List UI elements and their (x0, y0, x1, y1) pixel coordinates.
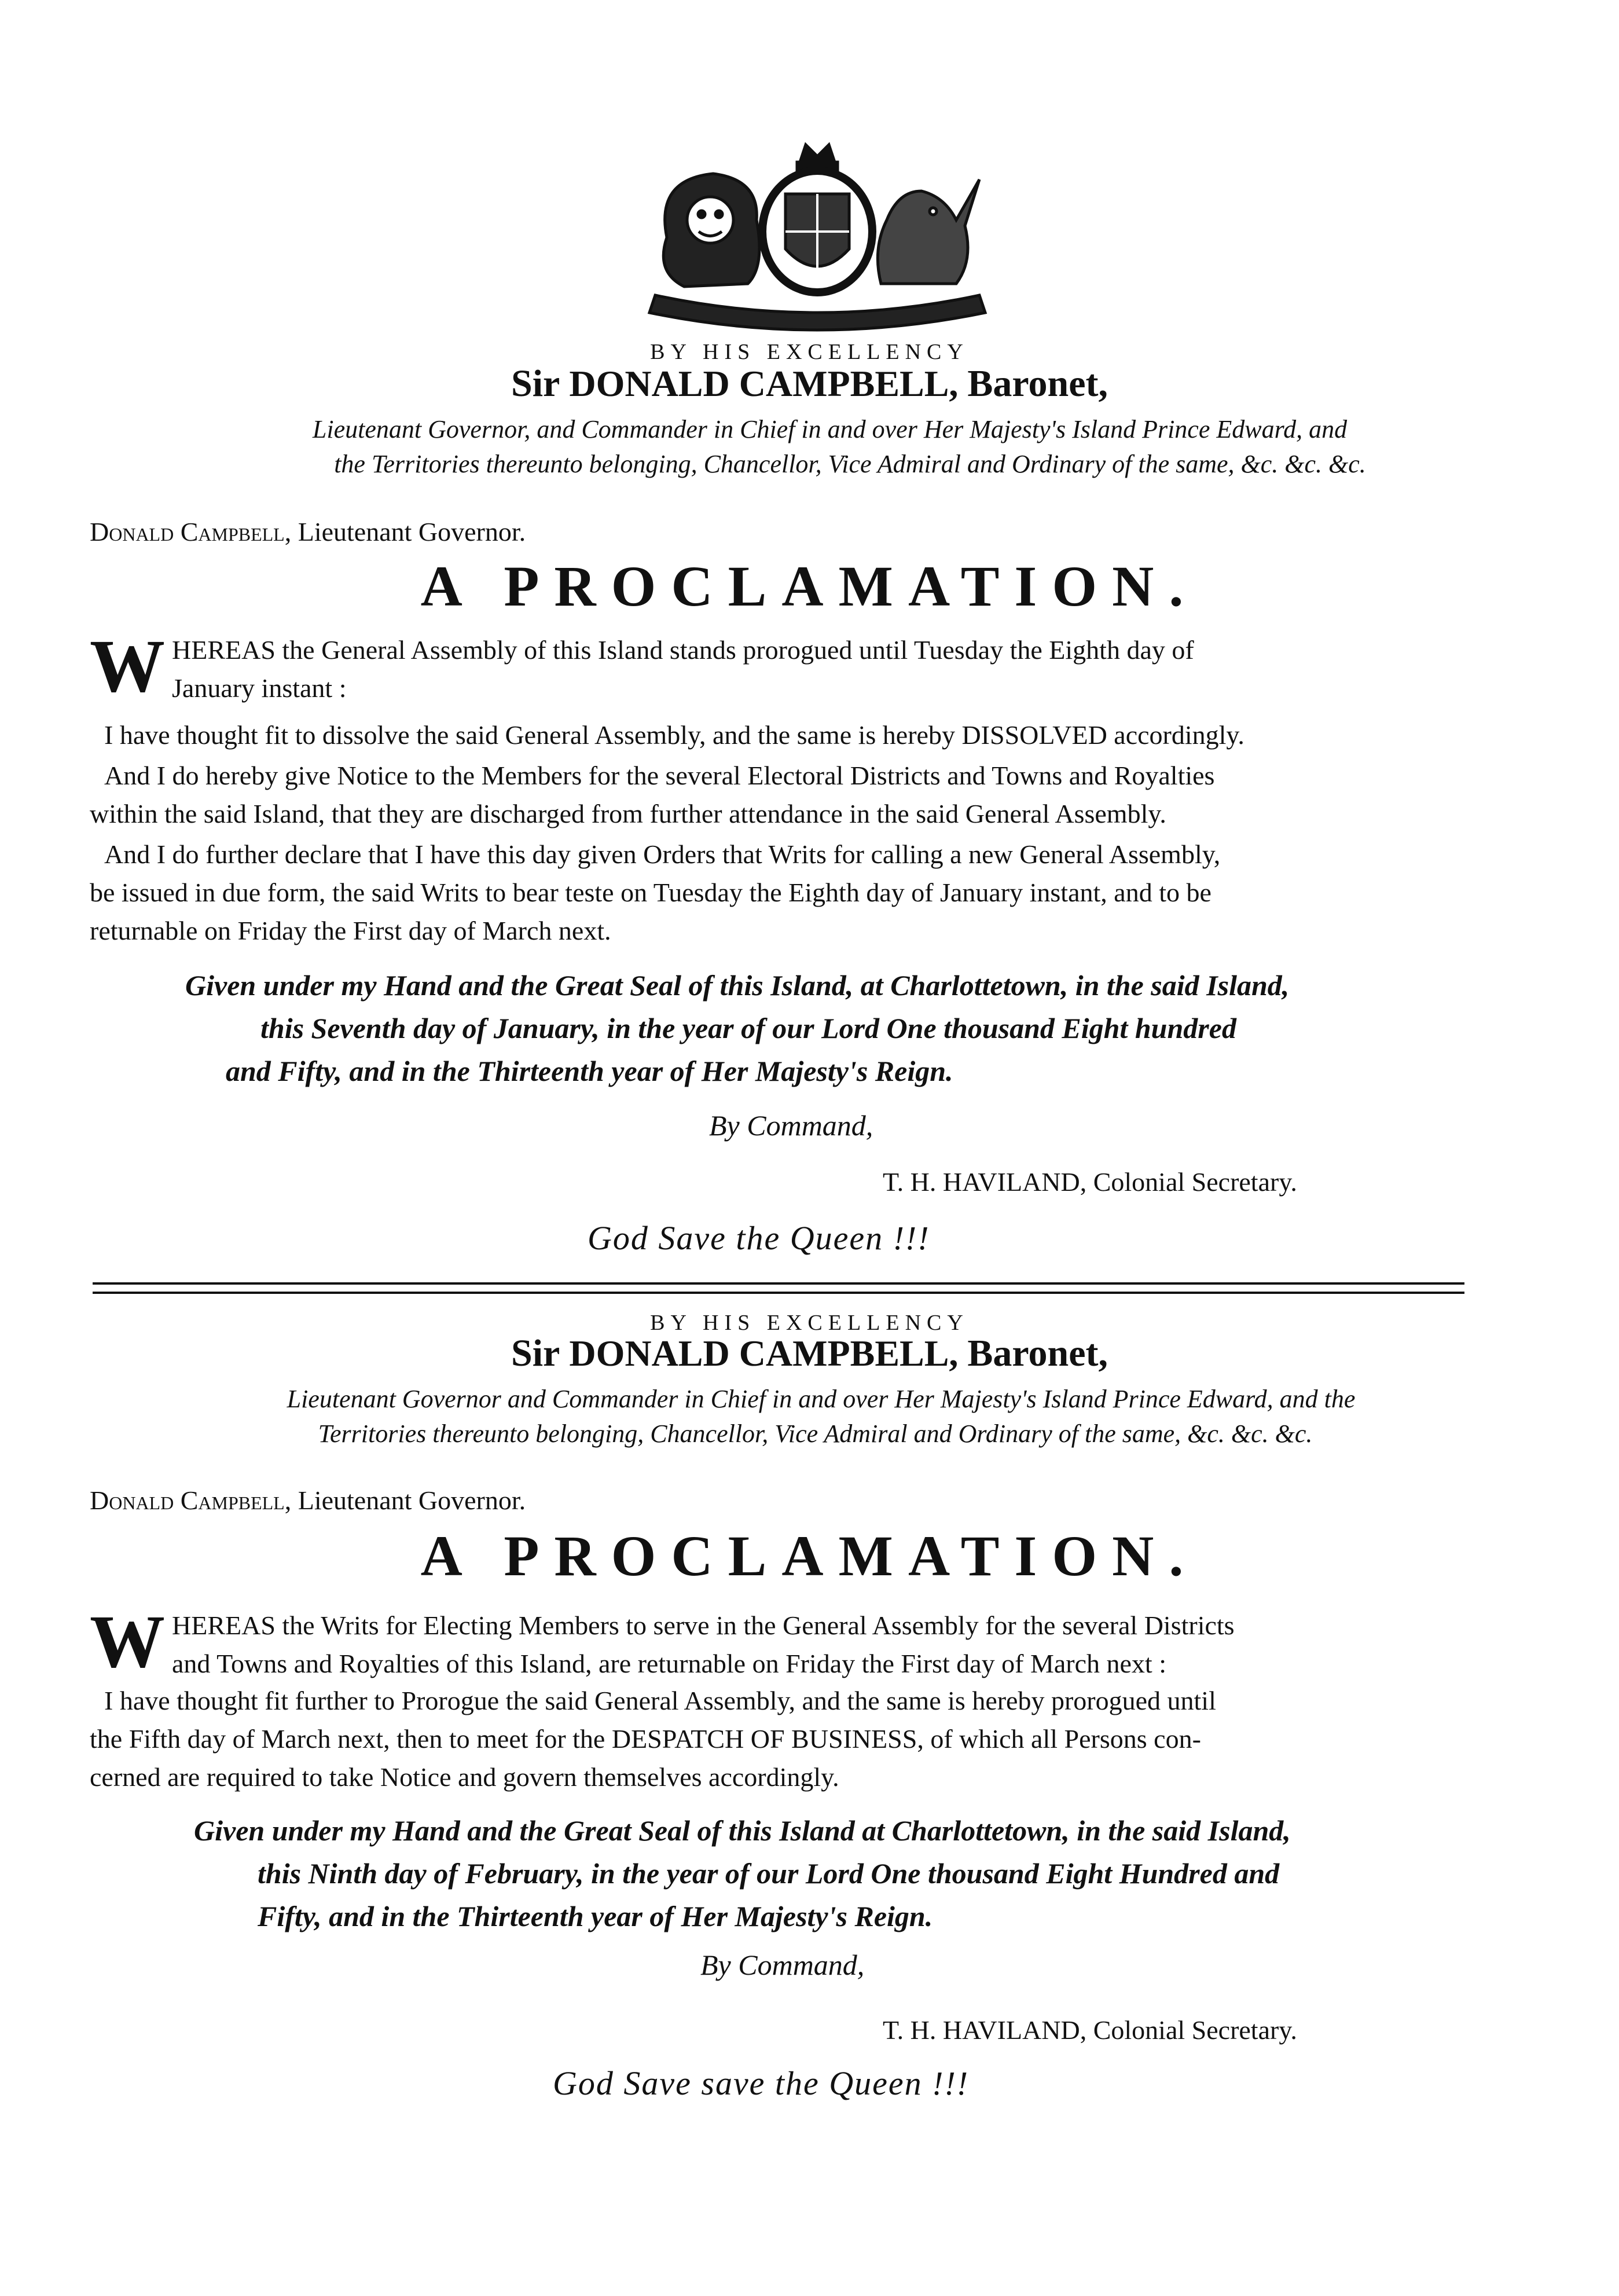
para-line: cerned are required to take Notice and govern themselves accordingly. (90, 1762, 839, 1792)
by-his-excellency-2: BY HIS EXCELLENCY (650, 1311, 969, 1335)
para-line: And I do further declare that I have this day given Orders that Writs for calling a new General Assembly, (104, 839, 1221, 869)
para-line: I have thought fit further to Prorogue the said General Assembly, and the same is hereby prorogued until (104, 1686, 1216, 1715)
titles-1 (0, 412, 1619, 482)
titles-line-2: Territories thereunto belonging, Chancellor, Vice Admiral and Ordinary of the same, &c. &c. &c. (318, 1420, 1313, 1448)
para-line: And I do hereby give Notice to the Members for the several Electoral Districts and Towns and Royalties (104, 761, 1215, 790)
name-suffix: Baronet, (967, 1332, 1108, 1374)
given-under-hand-1 (185, 964, 1517, 1092)
given-line: this Seventh day of January, in the year of our Lord One thousand Eight hundred (260, 1012, 1236, 1044)
by-command-2: By Command, (700, 1949, 865, 1981)
given-line: Fifty, and in the Thirteenth year of Her Majesty's Reign. (258, 1900, 933, 1932)
god-save-the-queen-2: God Save save the Queen !!! (553, 2064, 970, 2102)
name-prefix: Sir (511, 1332, 560, 1374)
secretary-2: T. H. HAVILAND, Colonial Secretary. (883, 2015, 1297, 2045)
paragraph-writs (90, 835, 1508, 950)
given-line: and Fifty, and in the Thirteenth year of Her Majesty's Reign. (226, 1055, 953, 1087)
name-prefix: Sir (511, 362, 560, 405)
paragraph-prorogue (90, 1682, 1508, 1796)
para-line: HEREAS the Writs for Electing Members to serve in the General Assembly for the several Districts (172, 1611, 1235, 1640)
god-save-the-queen-1: God Save the Queen !!! (588, 1219, 930, 1257)
proclamation-heading-2: A PROCLAMATION. (420, 1524, 1199, 1588)
para-line: January instant : (172, 673, 347, 703)
titles-line-2: the Territories thereunto belonging, Chancellor, Vice Admiral and Ordinary of the same, &c. &c. &c. (334, 450, 1366, 478)
name: DONALD CAMPBELL, (569, 363, 959, 404)
drop-cap: W (90, 1600, 165, 1684)
paragraph-notice (90, 757, 1508, 833)
governor-name-1 (0, 362, 1619, 406)
section-divider (93, 1282, 1464, 1294)
by-command-1: By Command, (709, 1109, 873, 1142)
given-line: Given under my Hand and the Great Seal of this Island, at Charlottetown, in the said Island, (185, 969, 1290, 1002)
titles-line-1: Lieutenant Governor, and Commander in Chief in and over Her Majesty's Island Prince Edward, and (312, 415, 1348, 443)
given-line: Given under my Hand and the Great Seal of this Island at Charlottetown, in the said Island, (194, 1814, 1291, 1847)
para-line: returnable on Friday the First day of March next. (90, 916, 611, 945)
governor-name-2 (0, 1332, 1619, 1376)
para-line: the Fifth day of March next, then to meet for the DESPATCH OF BUSINESS, of which all Persons con- (90, 1724, 1201, 1754)
para-line: HEREAS the General Assembly of this Island stands prorogued until Tuesday the Eighth day of (172, 635, 1194, 665)
given-under-hand-2 (194, 1809, 1525, 1938)
paragraph-whereas-2 (90, 1600, 1508, 1684)
paragraph-whereas-1 (90, 625, 1508, 708)
name-suffix: Baronet, (967, 362, 1108, 405)
signer-1 (90, 516, 526, 547)
signer-role: Lieutenant Governor. (298, 1486, 526, 1515)
titles-line-1: Lieutenant Governor and Commander in Chief in and over Her Majesty's Island Prince Edward, and the (287, 1385, 1356, 1413)
signer-name: Donald Campbell, (90, 1486, 292, 1515)
titles-2 (0, 1382, 1619, 1451)
secretary-1: T. H. HAVILAND, Colonial Secretary. (883, 1167, 1297, 1197)
signer-2 (90, 1485, 526, 1516)
given-line: this Ninth day of February, in the year of our Lord One thousand Eight Hundred and (258, 1857, 1280, 1890)
signer-name: Donald Campbell, (90, 517, 292, 547)
para-line: be issued in due form, the said Writs to bear teste on Tuesday the Eighth day of January instant, and to be (90, 878, 1212, 907)
drop-cap: W (90, 625, 165, 708)
royal-coat-of-arms (632, 139, 1003, 336)
paragraph-dissolve: I have thought fit to dissolve the said General Assembly, and the same is hereby DISSOLVED accordingly. (104, 720, 1244, 750)
proclamation-heading-1: A PROCLAMATION. (420, 554, 1199, 618)
name: DONALD CAMPBELL, (569, 1333, 959, 1374)
para-line: and Towns and Royalties of this Island, are returnable on Friday the First day of March next : (172, 1649, 1166, 1678)
para-line: within the said Island, that they are discharged from further attendance in the said General Assembly. (90, 799, 1166, 828)
signer-role: Lieutenant Governor. (298, 517, 526, 547)
by-his-excellency-1: BY HIS EXCELLENCY (650, 340, 969, 364)
